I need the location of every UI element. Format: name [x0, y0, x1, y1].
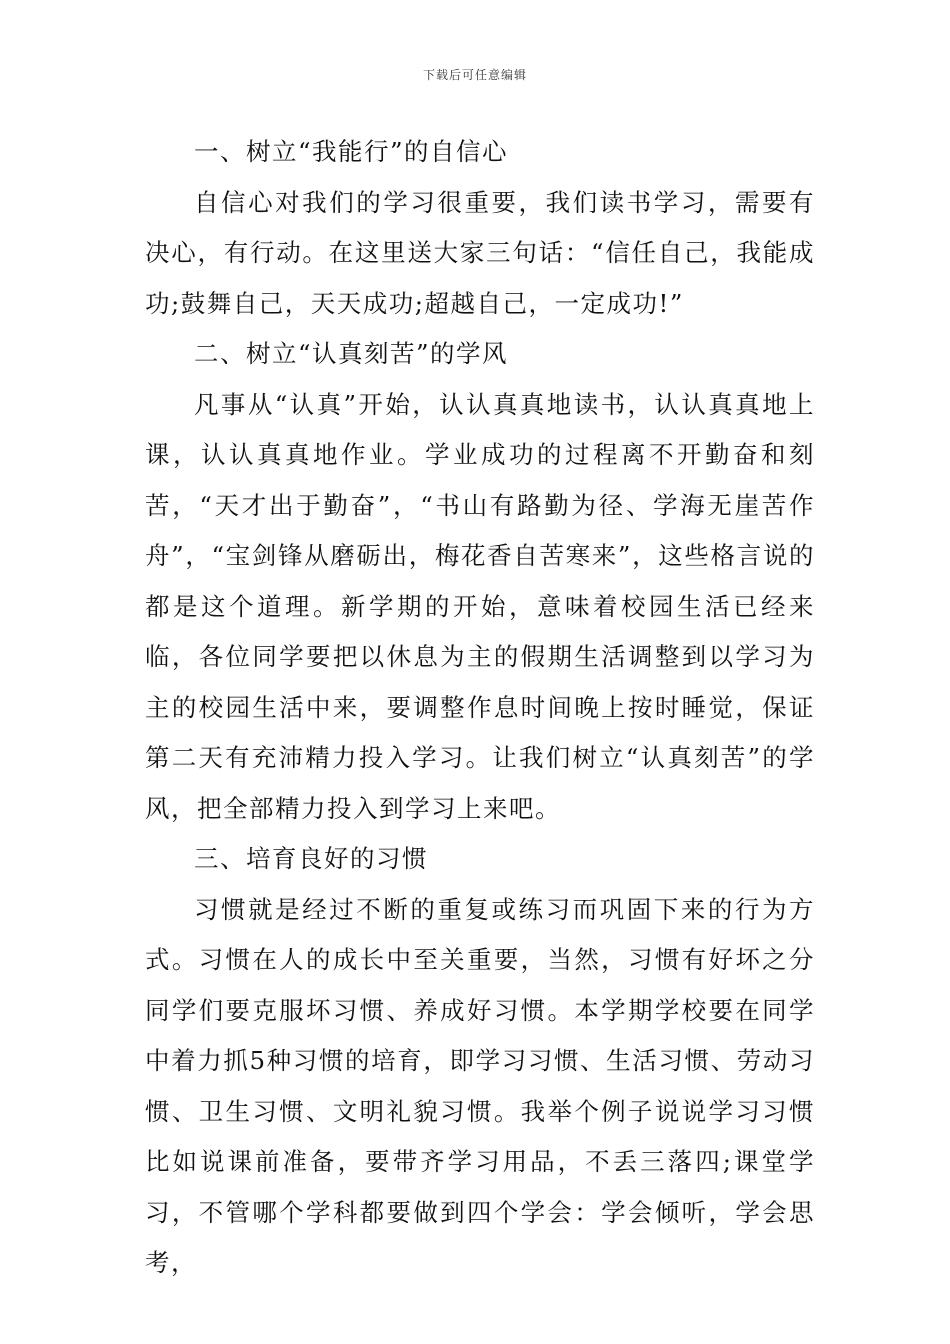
section-heading-2: 二、树立“认真刻苦”的学风 — [194, 339, 509, 368]
section-heading-3: 三、培育良好的习惯 — [194, 844, 428, 873]
paragraph-2: 凡事从“认真”开始，认认真真地读书，认认真真地上课，认认真真地作业。学业成功的过程离不开勤奋和刻苦，“天才出于勤奋”，“书山有路勤为径、学海无崖苦作舟”，“宝剑锋从磨砺出，梅花香自苦寒来”，这些格言说的都是这个道理。新学期的开始，意味着校园生活已经来临，各位同学要把以休息为主的假期生活调整到以学习为主的校园生活中来，要调整作息时间晚上按时睡觉，保证第二天有充沛精力投入学习。让我们树立“认真刻苦”的学风，把全部精力投入到学习上来吧。 — [145, 389, 815, 823]
paragraph-1: 自信心对我们的学习很重要，我们读书学习，需要有决心，有行动。在这里送大家三句话：“信任自己，我能成功;鼓舞自己，天天成功;超越自己，一定成功!” — [145, 187, 815, 318]
header-note: 下载后可任意编辑 — [422, 68, 527, 82]
section-heading-1: 一、树立“我能行”的自信心 — [194, 137, 509, 166]
document-body — [145, 127, 815, 1289]
paragraph-3: 习惯就是经过不断的重复或练习而巩固下来的行为方式。习惯在人的成长中至关重要，当然，习惯有好坏之分同学们要克服坏习惯、养成好习惯。本学期学校要在同学中着力抓5种习惯的培育，即学习习惯、生活习惯、劳动习惯、卫生习惯、文明礼貌习惯。我举个例子说说学习习惯比如说课前准备，要带齐学习用品，不丢三落四;课堂学习，不管哪个学科都要做到四个学会：学会倾听，学会思考， — [145, 894, 815, 1277]
